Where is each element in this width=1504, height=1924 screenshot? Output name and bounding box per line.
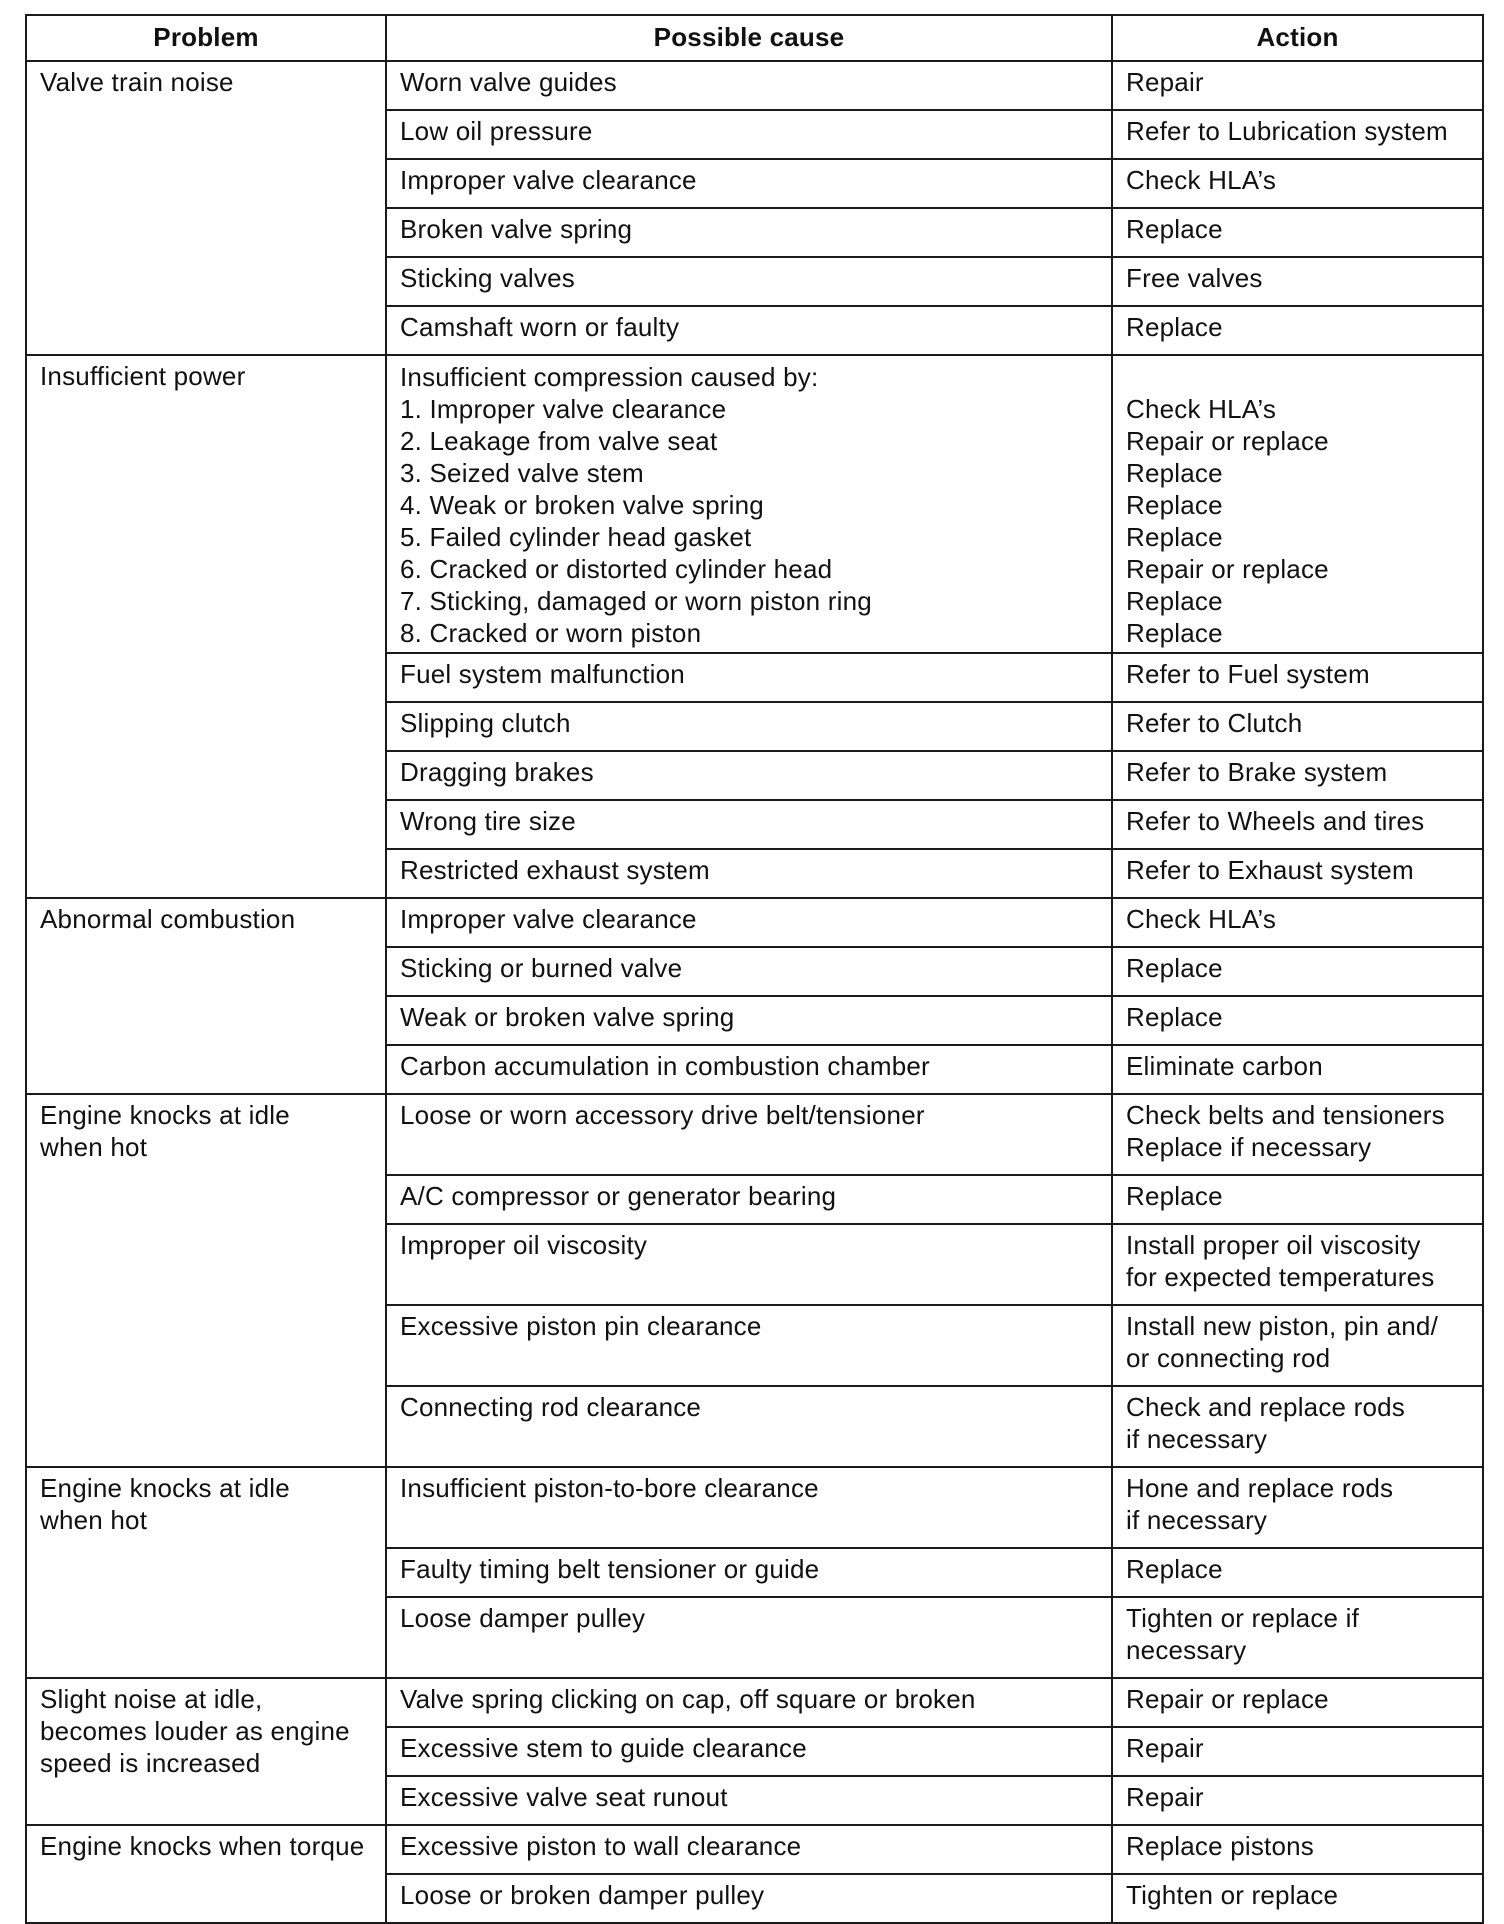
action-cell: Refer to Lubrication system bbox=[1112, 110, 1483, 159]
action-line: if necessary bbox=[1126, 1424, 1268, 1454]
compression-action: Repair or replace bbox=[1126, 554, 1329, 584]
problem-line: Slight noise at idle, bbox=[40, 1684, 263, 1714]
cause-cell: Worn valve guides bbox=[386, 61, 1112, 110]
action-cell: Replace bbox=[1112, 996, 1483, 1045]
cause-cell: Loose or broken damper pulley bbox=[386, 1874, 1112, 1923]
action-cell: Repair bbox=[1112, 61, 1483, 110]
action-line: Install proper oil viscosity bbox=[1126, 1230, 1421, 1260]
action-cell: Repair or replace bbox=[1112, 1678, 1483, 1727]
cause-cell: Improper oil viscosity bbox=[386, 1224, 1112, 1305]
table-row bbox=[26, 1467, 1483, 1548]
action-cell: Refer to Brake system bbox=[1112, 751, 1483, 800]
action-cell: Refer to Exhaust system bbox=[1112, 849, 1483, 898]
action-cell: Replace bbox=[1112, 1548, 1483, 1597]
action-line: Tighten or replace if bbox=[1126, 1603, 1360, 1633]
action-line: Install new piston, pin and/ bbox=[1126, 1311, 1439, 1341]
table-row bbox=[26, 61, 1483, 110]
cause-cell: Dragging brakes bbox=[386, 751, 1112, 800]
cause-cell: Loose damper pulley bbox=[386, 1597, 1112, 1678]
action-cell: Refer to Clutch bbox=[1112, 702, 1483, 751]
action-cell: Eliminate carbon bbox=[1112, 1045, 1483, 1094]
action-cell bbox=[1112, 1094, 1483, 1175]
compression-action: Replace bbox=[1126, 490, 1223, 520]
problem-cell bbox=[26, 1678, 386, 1825]
action-cell: Replace bbox=[1112, 208, 1483, 257]
action-cell: Check HLA’s bbox=[1112, 159, 1483, 208]
cause-cell: Excessive valve seat runout bbox=[386, 1776, 1112, 1825]
compression-item: 4. Weak or broken valve spring bbox=[400, 490, 764, 520]
table-row bbox=[26, 898, 1483, 947]
cause-cell: Weak or broken valve spring bbox=[386, 996, 1112, 1045]
cause-cell: Connecting rod clearance bbox=[386, 1386, 1112, 1467]
action-cell: Free valves bbox=[1112, 257, 1483, 306]
header-row bbox=[26, 15, 1483, 61]
problem-line: Engine knocks at idle bbox=[40, 1473, 290, 1503]
action-cell bbox=[1112, 1597, 1483, 1678]
cause-cell: Faulty timing belt tensioner or guide bbox=[386, 1548, 1112, 1597]
cause-cell: Camshaft worn or faulty bbox=[386, 306, 1112, 355]
action-line: Replace if necessary bbox=[1126, 1132, 1372, 1162]
cause-cell: Loose or worn accessory drive belt/tensioner bbox=[386, 1094, 1112, 1175]
action-cell: Check HLA’s bbox=[1112, 898, 1483, 947]
cause-cell: Valve spring clicking on cap, off square or broken bbox=[386, 1678, 1112, 1727]
action-cell bbox=[1112, 1467, 1483, 1548]
problem-text: Abnormal combustion bbox=[40, 904, 296, 934]
action-line: Check and replace rods bbox=[1126, 1392, 1405, 1422]
action-line: Hone and replace rods bbox=[1126, 1473, 1394, 1503]
cause-cell: Excessive piston to wall clearance bbox=[386, 1825, 1112, 1874]
action-cell bbox=[1112, 1386, 1483, 1467]
table-row bbox=[26, 1678, 1483, 1727]
header-action: Action bbox=[1112, 15, 1483, 61]
problem-line: Engine knocks at idle bbox=[40, 1100, 290, 1130]
action-line: or connecting rod bbox=[1126, 1343, 1331, 1373]
compression-item: 6. Cracked or distorted cylinder head bbox=[400, 554, 833, 584]
cause-cell: Excessive stem to guide clearance bbox=[386, 1727, 1112, 1776]
table-row bbox=[26, 1825, 1483, 1874]
action-line: Check belts and tensioners bbox=[1126, 1100, 1445, 1130]
cause-cell: A/C compressor or generator bearing bbox=[386, 1175, 1112, 1224]
compression-action: Repair or replace bbox=[1126, 426, 1329, 456]
cause-cell: Sticking or burned valve bbox=[386, 947, 1112, 996]
problem-cell bbox=[26, 1825, 386, 1923]
compression-item: 5. Failed cylinder head gasket bbox=[400, 522, 752, 552]
compression-heading: Insufficient compression caused by: bbox=[400, 362, 819, 392]
cause-cell: Fuel system malfunction bbox=[386, 653, 1112, 702]
problem-line: when hot bbox=[40, 1132, 148, 1162]
action-cell: Replace bbox=[1112, 947, 1483, 996]
problem-text: Engine knocks when torque bbox=[40, 1831, 365, 1861]
problem-line: becomes louder as engine bbox=[40, 1716, 350, 1746]
compression-action: Replace bbox=[1126, 586, 1223, 616]
compression-item: 7. Sticking, damaged or worn piston ring bbox=[400, 586, 872, 616]
problem-text: Insufficient power bbox=[40, 361, 246, 391]
cause-cell: Carbon accumulation in combustion chamber bbox=[386, 1045, 1112, 1094]
troubleshooting-table bbox=[25, 14, 1484, 1924]
action-cell bbox=[1112, 1305, 1483, 1386]
compression-item: 1. Improper valve clearance bbox=[400, 394, 727, 424]
header-problem: Problem bbox=[26, 15, 386, 61]
compression-item: 8. Cracked or worn piston bbox=[400, 618, 702, 648]
compression-action: Check HLA’s bbox=[1126, 394, 1277, 424]
problem-text: Valve train noise bbox=[40, 67, 234, 97]
cause-cell: Insufficient piston-to-bore clearance bbox=[386, 1467, 1112, 1548]
compression-action: Replace bbox=[1126, 618, 1223, 648]
cause-cell: Sticking valves bbox=[386, 257, 1112, 306]
cause-cell: Restricted exhaust system bbox=[386, 849, 1112, 898]
action-cell: Repair bbox=[1112, 1776, 1483, 1825]
cause-cell-compression bbox=[386, 355, 1112, 653]
problem-cell bbox=[26, 1467, 386, 1678]
action-line: for expected temperatures bbox=[1126, 1262, 1435, 1292]
troubleshooting-table-wrapper bbox=[25, 14, 1482, 1924]
action-cell: Refer to Fuel system bbox=[1112, 653, 1483, 702]
problem-cell bbox=[26, 61, 386, 355]
table-row bbox=[26, 1094, 1483, 1175]
compression-item: 3. Seized valve stem bbox=[400, 458, 644, 488]
cause-cell: Broken valve spring bbox=[386, 208, 1112, 257]
action-cell-compression bbox=[1112, 355, 1483, 653]
action-cell: Replace bbox=[1112, 306, 1483, 355]
problem-line: speed is increased bbox=[40, 1748, 261, 1778]
action-line: necessary bbox=[1126, 1635, 1247, 1665]
action-cell: Repair bbox=[1112, 1727, 1483, 1776]
cause-cell: Low oil pressure bbox=[386, 110, 1112, 159]
cause-cell: Improper valve clearance bbox=[386, 159, 1112, 208]
compression-action: Replace bbox=[1126, 522, 1223, 552]
compression-action: Replace bbox=[1126, 458, 1223, 488]
problem-cell bbox=[26, 1094, 386, 1467]
cause-cell: Slipping clutch bbox=[386, 702, 1112, 751]
action-line: if necessary bbox=[1126, 1505, 1268, 1535]
action-cell: Replace bbox=[1112, 1175, 1483, 1224]
action-cell: Tighten or replace bbox=[1112, 1874, 1483, 1923]
problem-cell bbox=[26, 355, 386, 898]
cause-cell: Excessive piston pin clearance bbox=[386, 1305, 1112, 1386]
problem-line: when hot bbox=[40, 1505, 148, 1535]
header-cause: Possible cause bbox=[386, 15, 1112, 61]
compression-item: 2. Leakage from valve seat bbox=[400, 426, 718, 456]
cause-cell: Wrong tire size bbox=[386, 800, 1112, 849]
problem-cell bbox=[26, 898, 386, 1094]
action-cell bbox=[1112, 1224, 1483, 1305]
cause-cell: Improper valve clearance bbox=[386, 898, 1112, 947]
action-cell: Replace pistons bbox=[1112, 1825, 1483, 1874]
spacer bbox=[1126, 361, 1469, 393]
action-cell: Refer to Wheels and tires bbox=[1112, 800, 1483, 849]
table-row bbox=[26, 355, 1483, 653]
